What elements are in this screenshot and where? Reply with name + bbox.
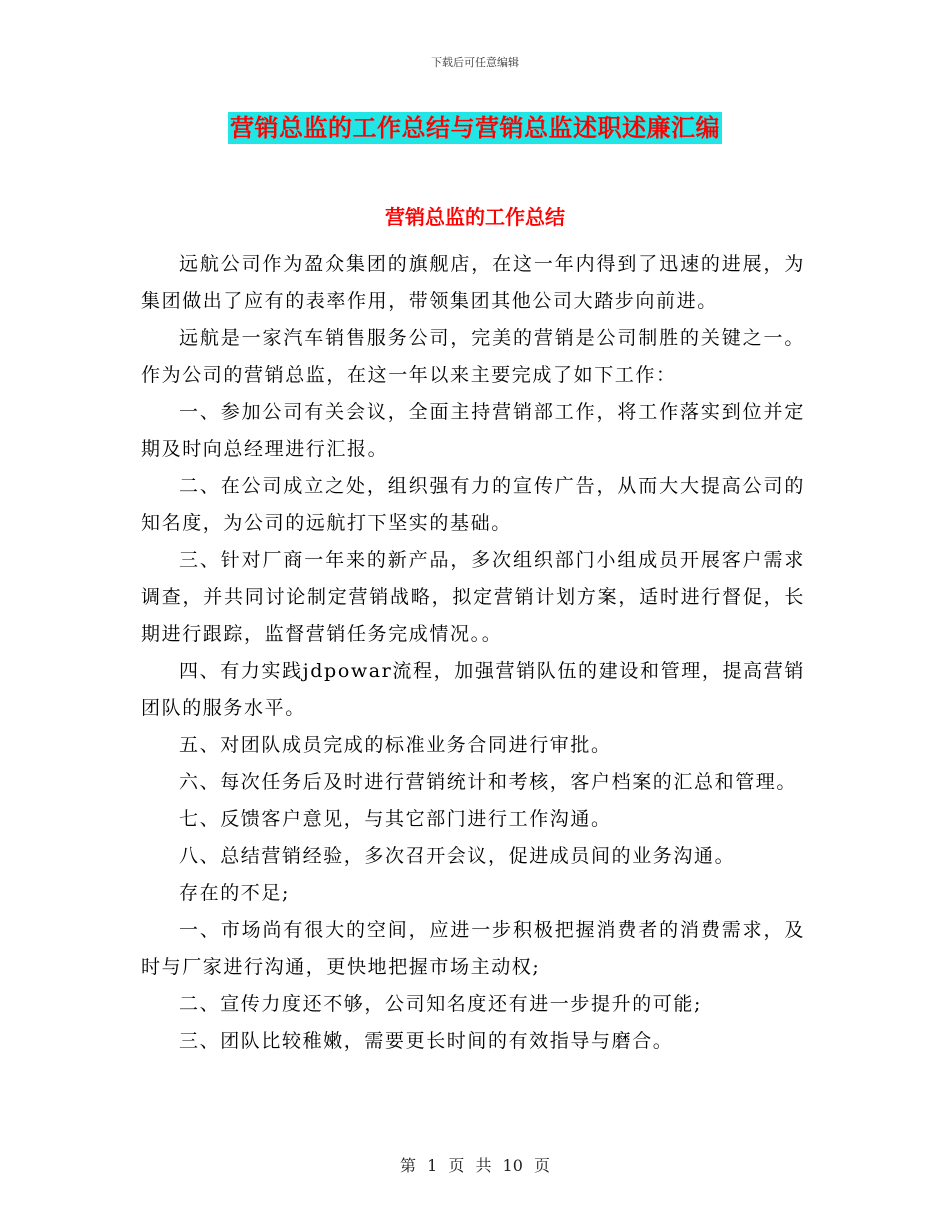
- paragraph: 三、团队比较稚嫩，需要更长时间的有效指导与磨合。: [179, 1030, 674, 1052]
- main-title: 营销总监的工作总结与营销总监述职述廉汇编: [230, 114, 720, 142]
- paragraph: 四、有力实践jdpowar流程，加强营销队伍的建设和管理，提高营销团队的服务水平。: [141, 660, 805, 719]
- paragraph: 二、在公司成立之处，组织强有力的宣传广告，从而大大提高公司的知名度，为公司的远航打下坚实的基础。: [141, 475, 805, 534]
- section-title: 营销总监的工作总结: [385, 205, 565, 229]
- paragraph: 八、总结营销经验，多次召开会议，促进成员间的业务沟通。: [179, 845, 736, 867]
- paragraph: 存在的不足;: [179, 882, 291, 904]
- paragraph: 远航公司作为盈众集团的旗舰店，在这一年内得到了迅速的进展，为集团做出了应有的表率作用，带领集团其他公司大踏步向前进。: [141, 253, 805, 312]
- document-body: [141, 246, 805, 1060]
- main-title-wrap: [0, 112, 950, 144]
- header-note: 下载后可任意编辑: [431, 56, 519, 69]
- paragraph: 七、反馈客户意见，与其它部门进行工作沟通。: [179, 808, 612, 830]
- paragraph: 二、宣传力度还不够，公司知名度还有进一步提升的可能;: [179, 993, 703, 1015]
- paragraph: 一、市场尚有很大的空间，应进一步积极把握消费者的消费需求，及时与厂家进行沟通，更快地把握市场主动权;: [141, 919, 805, 978]
- paragraph: 三、针对厂商一年来的新产品，多次组织部门小组成员开展客户需求调查，并共同讨论制定营销战略，拟定营销计划方案，适时进行督促，长期进行跟踪，监督营销任务完成情况。。: [141, 549, 805, 645]
- paragraph: 五、对团队成员完成的标准业务合同进行审批。: [179, 734, 612, 756]
- paragraph: 六、每次任务后及时进行营销统计和考核，客户档案的汇总和管理。: [179, 771, 798, 793]
- page-number-footer: 第 1 页 共 10 页: [400, 1156, 550, 1175]
- paragraph: 远航是一家汽车销售服务公司，完美的营销是公司制胜的关键之一。作为公司的营销总监，在这一年以来主要完成了如下工作：: [141, 327, 805, 386]
- paragraph: 一、参加公司有关会议，全面主持营销部工作，将工作落实到位并定期及时向总经理进行汇报。: [141, 401, 805, 460]
